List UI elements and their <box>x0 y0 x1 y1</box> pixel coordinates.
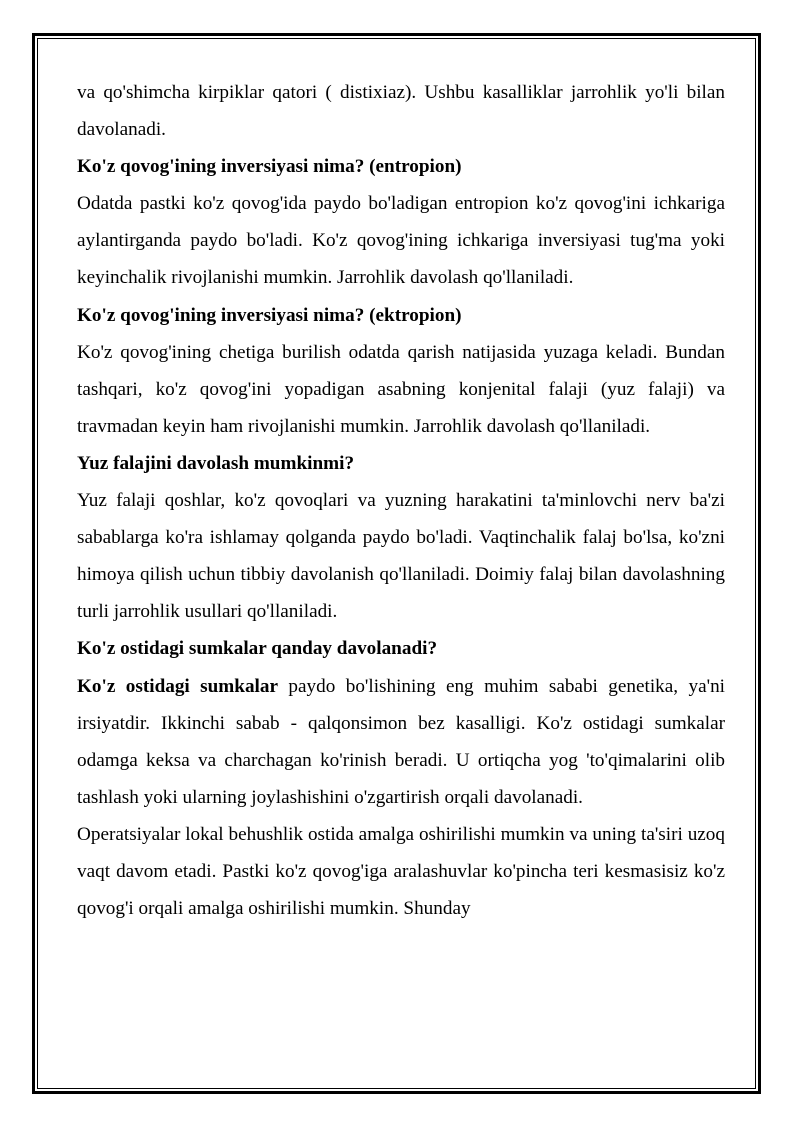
paragraph-operatsiyalar: Operatsiyalar lokal behushlik ostida amalga oshirilishi mumkin va uning ta'siri uzoq vaqt davom etadi. Pastki ko'z qovog'iga aralashuvlar ko'pincha teri kesmasisiz ko'z qovog'i orqali amalga oshirilishi mumkin. Shunday <box>77 823 725 920</box>
paragraph-ektropion: Ko'z qovog'ining chetiga burilish odatda qarish natijasida yuzaga keladi. Bundan tashqari, ko'z qovog'ini yopadigan asabning konjenital falaji (yuz falaji) va travmadan keyin ham rivojlanishi mumkin. Jarrohlik davolash qo'llaniladi. <box>77 341 725 437</box>
bold-lead-sumkalar: Ko'z ostidagi sumkalar <box>77 675 278 697</box>
heading-yuz-falaji: Yuz falajini davolash mumkinmi? <box>77 452 355 474</box>
heading-sumkalar: Ko'z ostidagi sumkalar qanday davolanadi? <box>77 638 438 660</box>
paragraph-sumkalar <box>77 668 725 816</box>
paragraph-distixiaz: va qo'shimcha kirpiklar qatori ( distixiaz). Ushbu kasalliklar jarrohlik yo'li bilan davolanadi. <box>77 82 725 141</box>
paragraph-entropion: Odatda pastki ko'z qovog'ida paydo bo'ladigan entropion ko'z qovog'ini ichkariga aylantirganda paydo bo'ladi. Ko'z qovog'ining ichkariga inversiyasi tug'ma yoki keyinchalik rivojlanishi mumkin. Jarrohlik davolash qo'llaniladi. <box>77 193 725 289</box>
heading-entropion: Ko'z qovog'ining inversiyasi nima? (entropion) <box>77 156 462 178</box>
document-body <box>77 74 725 927</box>
heading-ektropion: Ko'z qovog'ining inversiyasi nima? (ektropion) <box>77 304 462 326</box>
paragraph-sumkalar-text: paydo bo'lishining eng muhim sababi genetika, ya'ni irsiyatdir. Ikkinchi sabab - qalqonsimon bez kasalligi. Ko'z ostidagi sumkalar odamga keksa va charchagan ko'rinish beradi. U ortiqcha yog 'to'qimalarini olib tashlash yoki ularning joylashishini o'zgartirish orqali davolanadi. <box>77 675 725 808</box>
paragraph-yuz-falaji: Yuz falaji qoshlar, ko'z qovoqlari va yuzning harakatini ta'minlovchi nerv ba'zi sabablarga ko'ra ishlamay qolganda paydo bo'ladi. Vaqtinchalik falaj bo'lsa, ko'zni himoya qilish uchun tibbiy davolanish qo'llaniladi. Doimiy falaj bilan davolashning turli jarrohlik usullari qo'llaniladi. <box>77 490 725 623</box>
